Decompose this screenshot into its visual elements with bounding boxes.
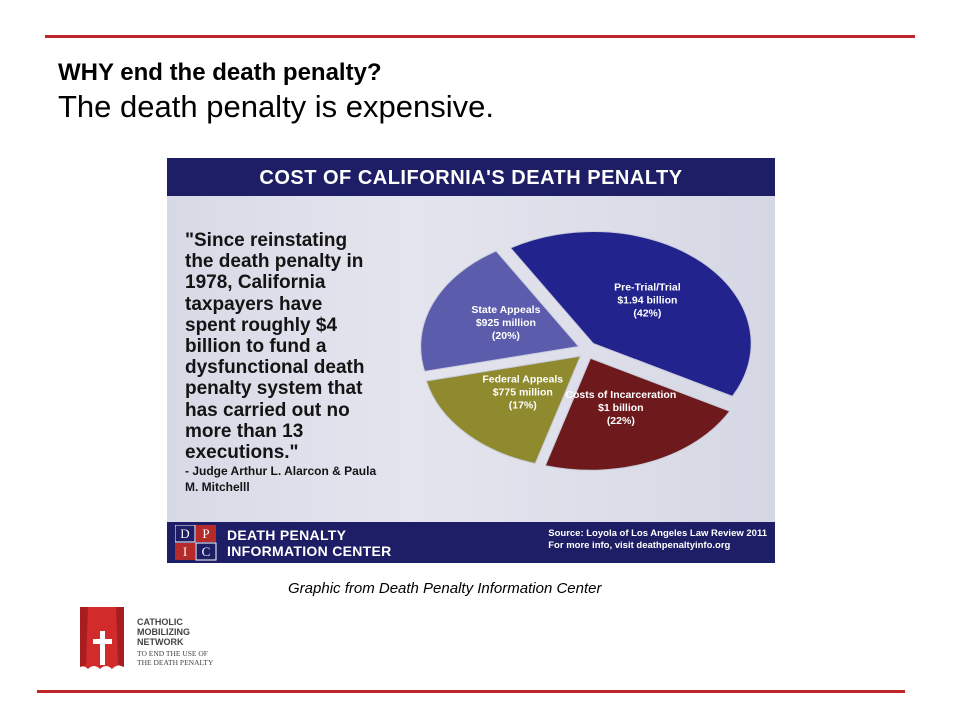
pie-label: $1.94 billion — [617, 294, 678, 307]
cmn-tagline — [137, 649, 213, 667]
pie-label: (42%) — [633, 307, 662, 320]
cmn-line: NETWORK — [137, 637, 184, 647]
pie-label: Federal Appeals — [482, 373, 564, 386]
org-line: INFORMATION CENTER — [227, 543, 392, 559]
cmn-org-name — [137, 617, 190, 647]
logo-letter-p: P — [202, 526, 210, 541]
dpic-logo — [175, 525, 217, 561]
slide-subtitle: The death penalty is expensive. — [58, 89, 494, 124]
cmn-tag-line: THE DEATH PENALTY — [137, 658, 214, 667]
logo-letter-d: D — [180, 526, 190, 541]
pie-label: Costs of Incarceration — [565, 389, 677, 402]
pie-label: Pre-Trial/Trial — [614, 281, 681, 294]
quote-line: dysfunctional death — [185, 357, 365, 379]
attribution-line: - Judge Arthur L. Alarcon & Paula — [185, 464, 377, 478]
bottom-rule — [37, 690, 905, 693]
dpic-infographic — [167, 158, 775, 563]
quote-line: taxpayers have — [185, 293, 323, 315]
cmn-logo-icon — [78, 605, 126, 673]
quote-line: 1978, California — [185, 272, 326, 294]
quote-line: has carried out no — [185, 399, 350, 421]
infographic-header: COST OF CALIFORNIA'S DEATH PENALTY — [167, 158, 775, 196]
pie-label: $925 million — [475, 316, 536, 329]
cmn-line: MOBILIZING — [137, 627, 190, 637]
quote-line: more than 13 — [185, 420, 304, 442]
pie-label: $775 million — [492, 386, 553, 399]
pie-label: State Appeals — [471, 303, 541, 316]
quote-line: the death penalty in — [185, 251, 364, 273]
slide-heading — [58, 58, 494, 126]
source-line: For more info, visit deathpenaltyinfo.org — [548, 540, 731, 551]
source-line: Source: Loyola of Los Angeles Law Review 2011 — [548, 528, 767, 539]
pie-label: $1 billion — [598, 402, 644, 415]
pie-label: (20%) — [491, 329, 520, 342]
cmn-line: CATHOLIC — [137, 617, 183, 627]
cost-pie-chart — [167, 158, 775, 522]
attribution-line: M. Mitchelll — [185, 480, 250, 494]
logo-letter-i: I — [182, 544, 188, 559]
quote-line: spent roughly $4 — [185, 314, 338, 336]
top-rule — [45, 35, 915, 38]
quote-line: billion to fund a — [185, 336, 327, 358]
source-note — [548, 528, 767, 552]
quote-line: "Since reinstating — [185, 230, 348, 251]
pie-label: (17%) — [508, 399, 537, 412]
org-line: DEATH PENALTY — [227, 527, 347, 543]
quote-line: executions." — [185, 442, 299, 464]
cmn-tag-line: TO END THE USE OF — [137, 649, 208, 658]
graphic-caption: Graphic from Death Penalty Information Center — [288, 580, 602, 597]
quote-line: penalty system that — [185, 378, 363, 400]
infographic-footer — [167, 522, 775, 563]
logo-letter-c: C — [201, 544, 211, 559]
dpic-org-name — [227, 527, 392, 559]
pie-label: (22%) — [606, 415, 635, 428]
slide-title: WHY end the death penalty? — [58, 59, 382, 86]
